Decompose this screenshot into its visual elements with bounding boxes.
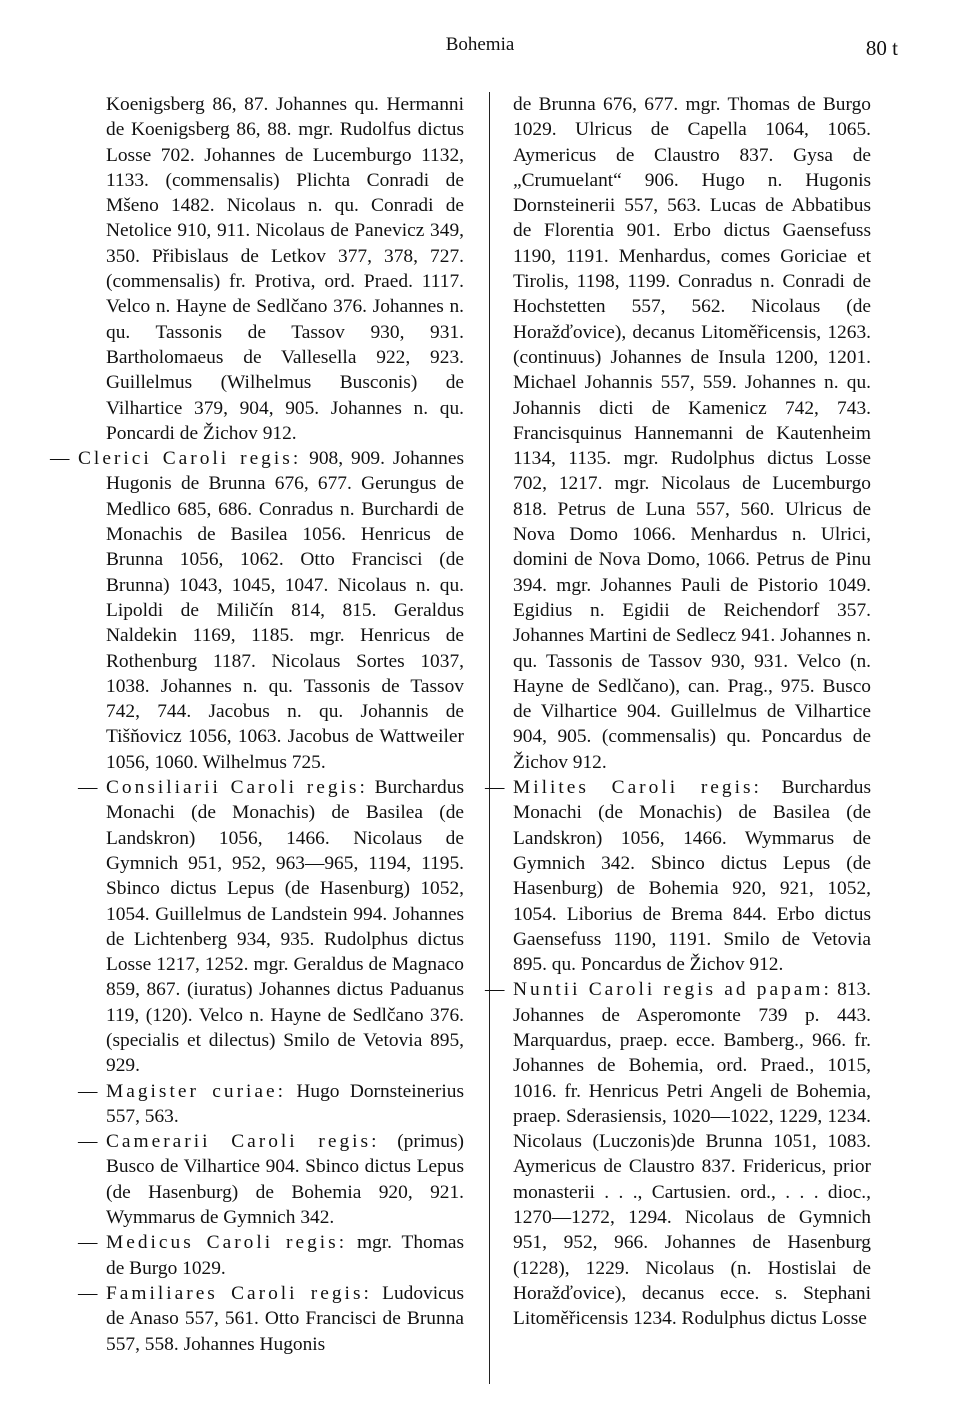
entry-heading: Clerici Caroli regis:	[78, 448, 302, 470]
entry-dash: —	[485, 777, 505, 799]
column-divider	[489, 92, 490, 1384]
entry-dash: —	[78, 1131, 98, 1153]
entry-text: mgr. Thomas de Burgo 1029.	[106, 1232, 464, 1279]
entry-dash: —	[50, 448, 70, 470]
right-column	[485, 92, 872, 1332]
entry-text: Ludovicus de Anaso 557, 561. Otto Francisci de Brunna 557, 558. Johannes Hugonis	[106, 1282, 464, 1355]
entry-text: 813. Johannes de Asperomonte 739 p. 443. Marquardus, praep. ecce. Bamberg., 966. fr. Johannes de Bohemia, ord. Praed., 1015, 1016. fr. Henricus Petri Angeli de Bohemia, praep. Sderasiensis, 1020—1022, 1229, 1234. Nicolaus (Luczonis)de Brunna 1051, 1083. Aymericus de Claustro 837. Fridericus, prior monasterii . . ., Cartusien. ord., . . . dioc., 1270—1272, 1294. Nicolaus de Gymnich 951, 952, 966. Johannes de Hasenburg (1228), 1229. Nicolaus (n. Hostislai de Horažďovice), decanus ecce. s. Stephani Litoměřicensis 1234. Rodulphus dictus Losse	[513, 979, 872, 1330]
entry-heading: Consiliarii Caroli regis:	[106, 777, 368, 799]
entry-dash: —	[485, 979, 505, 1001]
entry-consiliarii	[78, 775, 464, 1079]
left-column	[50, 92, 464, 1357]
entry-heading: Familiares Caroli regis:	[106, 1282, 372, 1304]
entry-text: Burchardus Monachi (de Monachis) de Basilea (de Landskron) 1056, 1466. Nicolaus de Gymnich 951, 952, 963—965, 1194, 1195. Sbinco dictus Lepus (de Hasenburg) 1052, 1054. Guillelmus de Landstein 994. Johannes de Lichtenberg 934, 935. Rudolphus dictus Losse 1217, 1252. mgr. Geraldus de Magnaco 859, 867. (iuratus) Johannes dictus Paduanus 119, (120). Velco n. Hayne de Sedlčano 376. (specialis et dilectus) Smilo de Vetovia 895, 929.	[106, 777, 464, 1077]
entry-continuation: Koenigsberg 86, 87. Johannes qu. Hermanni de Koenigsberg 86, 88. mgr. Rudolfus dictus Losse 702. Johannes de Lucemburgo 1132, 1133. (commensalis) Plichta Conradi de Mšeno 1482. Nicolaus n. qu. Conradi de Netolice 910, 911. Nicolaus de Panevicz 349, 350. Přibislaus de Letkov 377, 378, 727. (commensalis) fr. Protiva, ord. Praed. 1117. Velco n. Hayne de Sedlčano 376. Johannes n. qu. Tassonis de Tassov 930, 931. Bartholomaeus de Vallesella 922, 923. Guillelmus (Wilhelmus Busconis) de Vilhartice 379, 904, 905. Johannes n. qu. Poncardi de Žichov 912.	[106, 94, 464, 444]
entry-dash: —	[78, 1080, 98, 1102]
entry-medicus	[78, 1230, 464, 1281]
entry-heading: Medicus Caroli regis:	[106, 1232, 348, 1254]
entry-heading: Nuntii Caroli regis ad papam:	[513, 979, 832, 1001]
entry-nuntii	[485, 977, 872, 1331]
entry-heading: Camerarii Caroli regis:	[106, 1131, 380, 1153]
entry-camerarii	[78, 1129, 464, 1230]
page-number: 80 t	[865, 36, 898, 60]
entry-continuation: de Brunna 676, 677. mgr. Thomas de Burgo 1029. Ulricus de Capella 1064, 1065. Aymericus de Claustro 837. Gysa de „Crumuelant“ 906. Hugo n. Hugonis Dornsteinerii 557, 563. Lucas de Abbatibus de Florentia 901. Erbo dictus Gaensefuss 1190, 1191. Menhardus, comes Goriciae et Tirolis, 1198, 1199. Conradus n. Conradi de Hochstetten 557, 562. Nicolaus (de Horažďovice), decanus Litoměřicensis, 1263. (continuus) Johannes de Insula 1200, 1201. Michael Johannis 557, 559. Johannes n. qu. Johannis dicti de Kamenicz 742, 743. Francisquinus Hannemanni de Kautenheim 1134, 1135. mgr. Rudolphus dictus Losse 702, 1217. mgr. Nicolaus de Lucemburgo 818. Petrus de Luna 557, 560. Ulricus de Nova Domo 1066. Menhardus n. Ulrici, domini de Nova Domo, 1066. Petrus de Pinu 394. mgr. Johannes Pauli de Pistorio 1049. Egidius n. Egidii de Reichendorf 357. Johannes Martini de Sedlecz 941. Johannes n. qu. Tassonis de Tassov 930, 931. Velco (n. Hayne de Sedlčano), can. Prag., 975. Busco de Vilhartice 904. Guillelmus de Vilhartice 904, 905. (commensalis) qu. Poncardus de Žichov 912.	[513, 94, 871, 773]
running-title: Bohemia	[445, 34, 515, 55]
entry-text: 908, 909. Johannes Hugonis de Brunna 676, 677. Gerungus de Medlico 685, 686. Conradus n. Burchardi de Monachis de Basilea 1056. Henricus de Brunna 1056, 1062. Otto Francisci (de Brunna) 1043, 1045, 1047. Nicolaus n. qu. Lipoldi de Miličín 814, 815. Geraldus Naldekin 1169, 1185. mgr. Henricus de Rothenburg 1187. Nicolaus Sortes 1037, 1038. Johannes n. qu. Tassonis de Tassov 742, 744. Jacobus n. qu. Johannis de Tišňovicz 1056, 1063. Jacobus de Wattweiler 1056, 1060. Wilhelmus 725.	[106, 448, 464, 773]
entry-dash: —	[78, 777, 98, 799]
entry-heading: Milites Caroli regis:	[513, 777, 762, 799]
entry-milites	[485, 775, 871, 977]
entry-magister-curiae	[78, 1079, 464, 1130]
entry-heading: Magister curiae:	[106, 1080, 287, 1102]
entry-clerici	[50, 446, 464, 775]
entry-text: Hugo Dornsteinerius 557, 563.	[106, 1080, 464, 1127]
entry-dash: —	[78, 1232, 98, 1254]
entry-dash: —	[78, 1282, 98, 1304]
entry-text: (primus) Busco de Vilhartice 904. Sbinco dictus Lepus (de Hasenburg) de Bohemia 920, 921. Wymmarus de Gymnich 342.	[106, 1131, 464, 1229]
entry-familiares	[78, 1281, 464, 1357]
entry-text: Burchardus Monachi (de Monachis) de Basilea (de Landskron) 1056, 1466. Wymmarus de Gymnich 342. Sbinco dictus Lepus (de Hasenburg) de Bohemia 920, 921, 1052, 1054. Liborius de Brema 844. Erbo dictus Gaensefuss 1190, 1191. Smilo de Vetovia 895. qu. Poncardus de Žichov 912.	[513, 777, 871, 976]
